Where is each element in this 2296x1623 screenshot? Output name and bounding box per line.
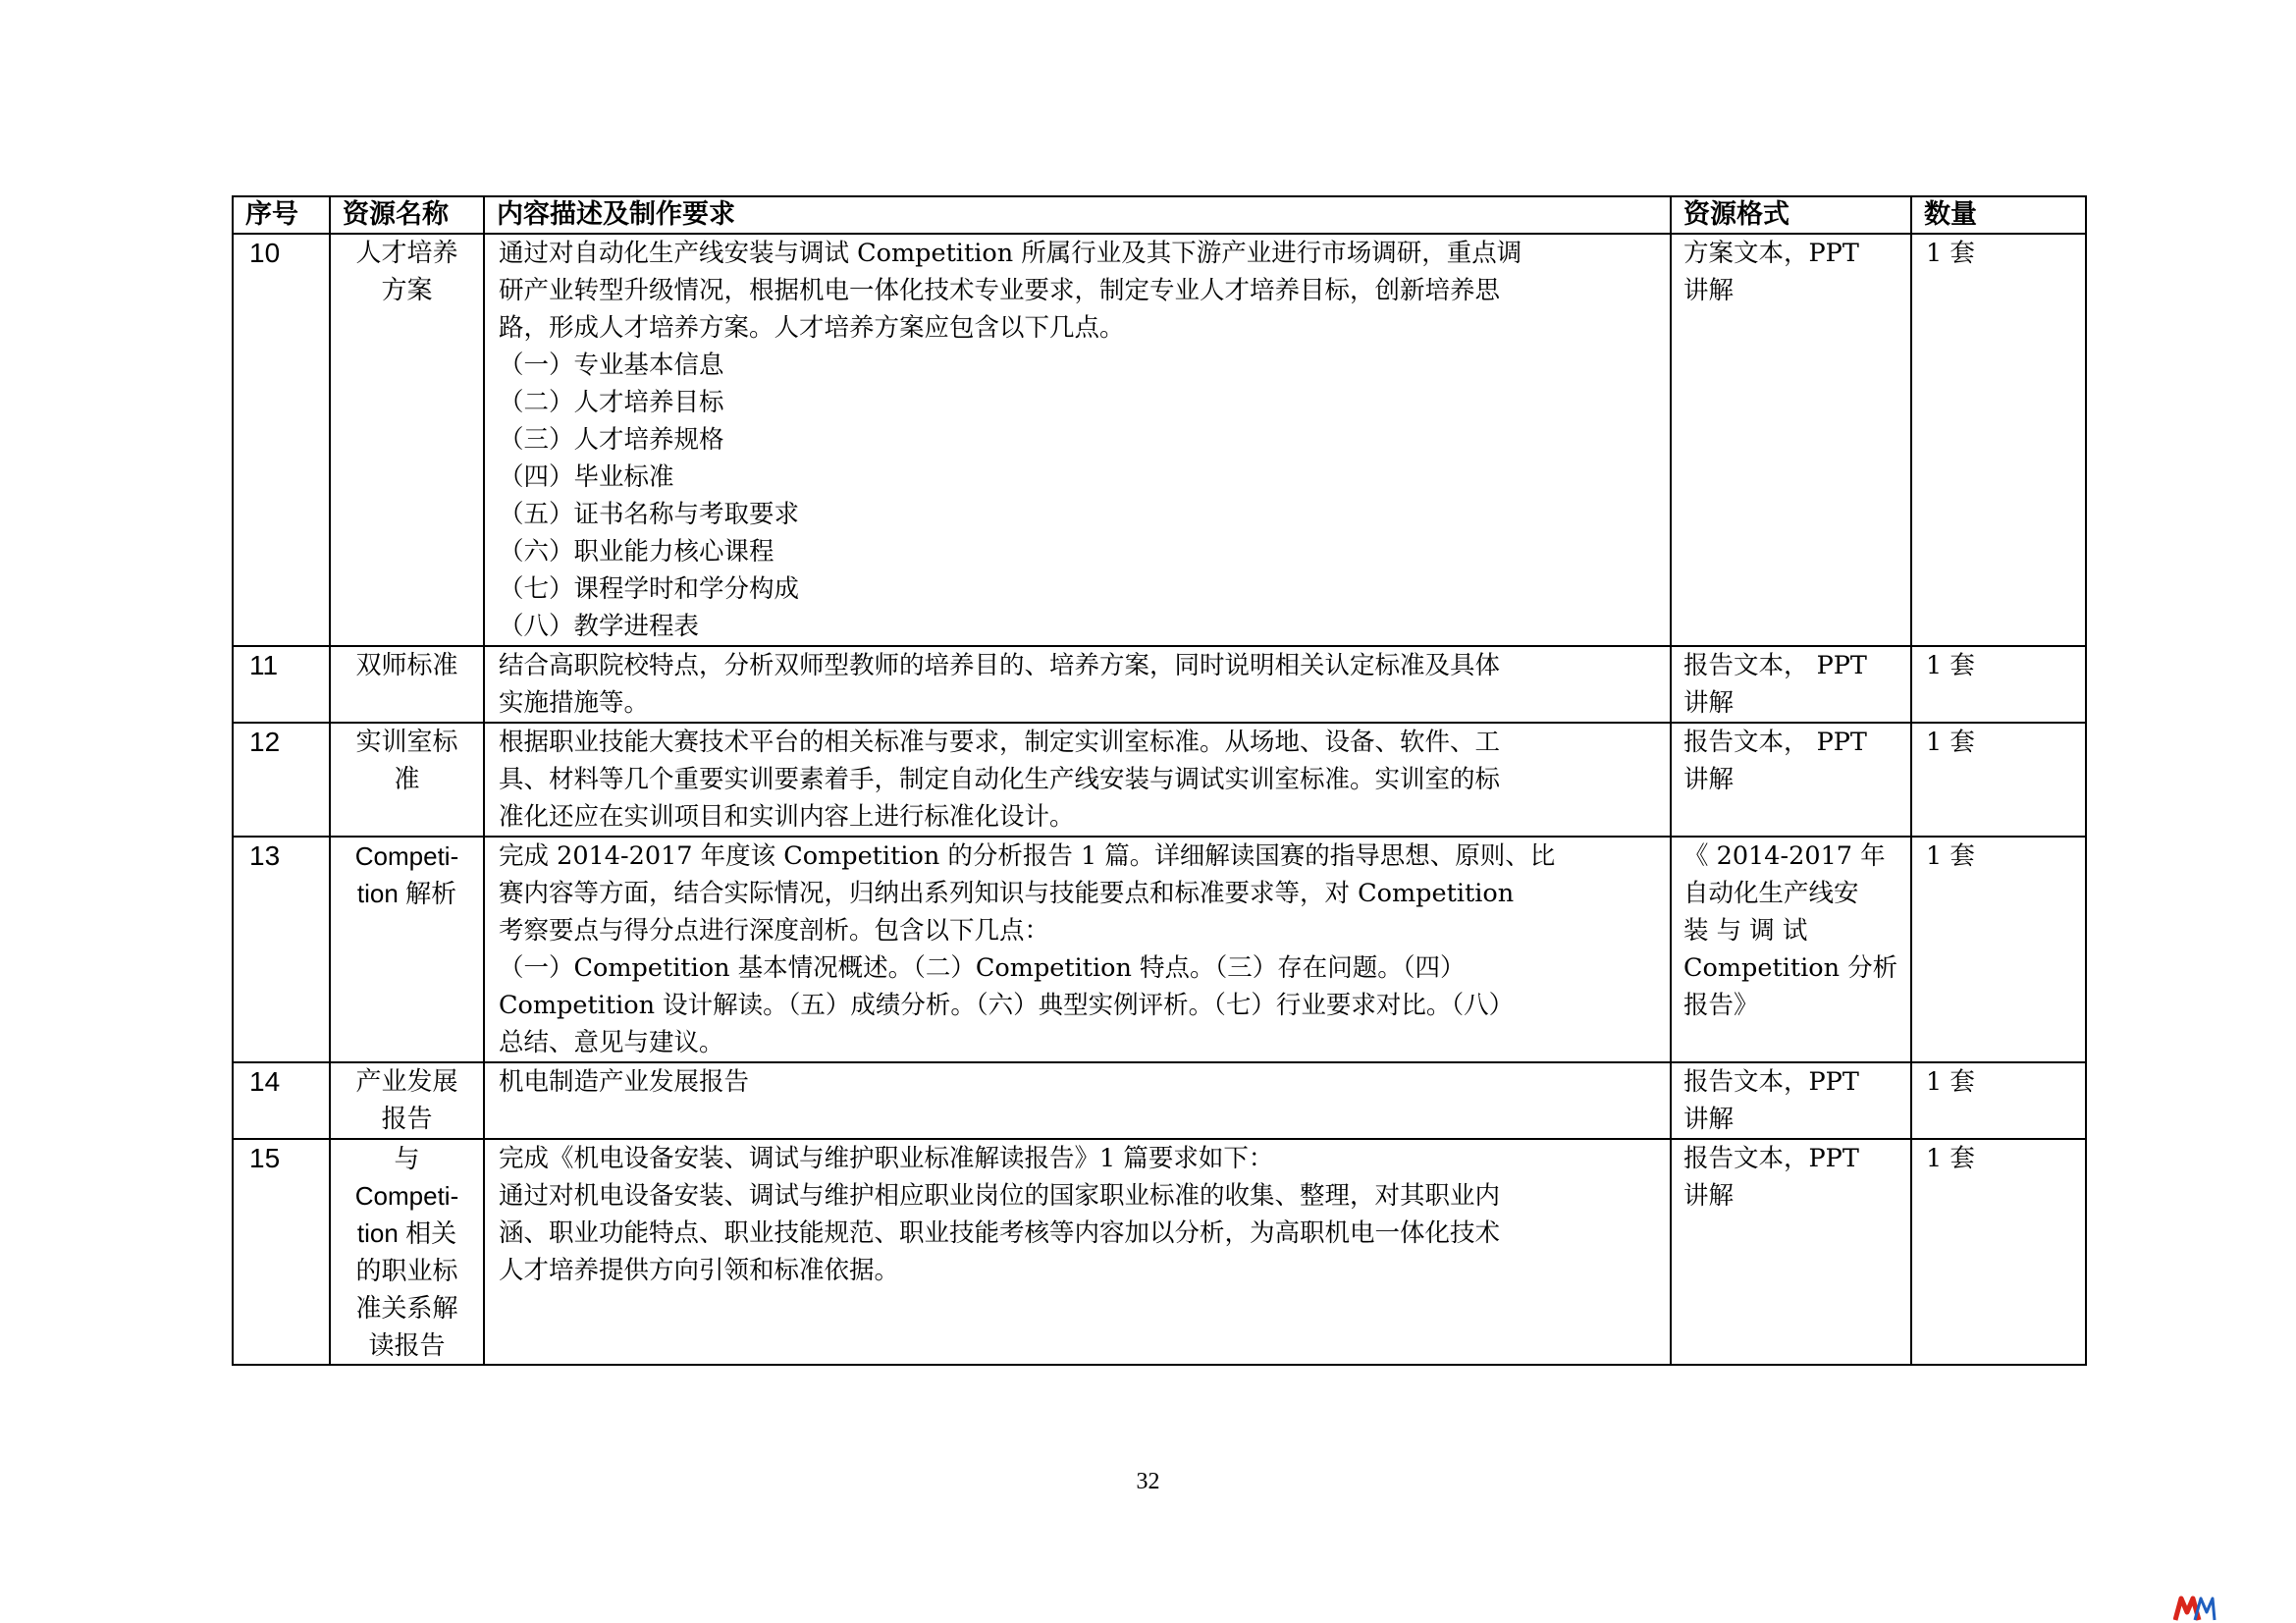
resource-format: [1671, 234, 1911, 646]
header-format: 资源格式: [1671, 196, 1911, 234]
row-number: 12: [233, 723, 330, 837]
desc-line: 路，形成人才培养方案。人才培养方案应包含以下几点。: [499, 313, 1125, 343]
name-line: 双师标准: [355, 651, 458, 680]
format-line: 报告文本，PPT: [1683, 1067, 1859, 1097]
format-line: 讲解: [1683, 688, 1735, 718]
resource-description: [484, 723, 1671, 837]
desc-line: 考察要点与得分点进行深度剖析。包含以下几点：: [499, 916, 1050, 946]
resource-format: [1671, 1062, 1911, 1139]
row-number: 10: [233, 234, 330, 646]
name-line: 实训室标: [355, 728, 458, 757]
resource-description: [484, 1062, 1671, 1139]
name-line: Competi-: [354, 841, 459, 871]
desc-line: 通过对自动化生产线安装与调试 Competition 所属行业及其下游产业进行市场调研，重点调: [499, 239, 1522, 268]
resource-description: [484, 837, 1671, 1062]
desc-line: 准化还应在实训项目和实训内容上进行标准化设计。: [499, 802, 1075, 832]
table-row: [233, 1062, 2086, 1139]
name-line: tion 解析: [356, 879, 457, 908]
desc-line: 赛内容等方面，结合实际情况，归纳出系列知识与技能要点和标准要求等，对 Competition: [499, 879, 1515, 908]
resource-name: [330, 646, 484, 723]
row-number: 11: [233, 646, 330, 723]
desc-line: 具、材料等几个重要实训要素着手，制定自动化生产线安装与调试实训室标准。实训室的标: [499, 765, 1501, 794]
format-line: 报告文本， PPT: [1683, 651, 1867, 680]
resource-quantity: 1 套: [1911, 1062, 2086, 1139]
header-name: 资源名称: [330, 196, 484, 234]
name-line: 准关系解: [355, 1293, 458, 1323]
desc-line: 完成 2014-2017 年度该 Competition 的分析报告 1 篇。详细解读国赛的指导思想、原则、比: [499, 841, 1556, 871]
resource-name: [330, 234, 484, 646]
desc-line: 总结、意见与建议。: [499, 1028, 724, 1057]
desc-line: 完成《机电设备安装、调试与维护职业标准解读报告》1 篇要求如下：: [499, 1144, 1274, 1173]
table-row: [233, 234, 2086, 646]
format-line: 报告文本，PPT: [1683, 1144, 1859, 1173]
name-line: tion 相关: [356, 1218, 457, 1248]
desc-line: 涵、职业功能特点、职业技能规范、职业技能考核等内容加以分析，为高职机电一体化技术: [499, 1218, 1501, 1248]
desc-line: （一）专业基本信息: [499, 351, 724, 380]
desc-line: 机电制造产业发展报告: [499, 1067, 750, 1097]
resource-description: [484, 1139, 1671, 1365]
format-line: 报告》: [1683, 991, 1759, 1020]
table-row: [233, 723, 2086, 837]
name-line: Competi-: [354, 1181, 459, 1211]
resource-name: [330, 1139, 484, 1365]
format-line: 《 2014-2017 年: [1683, 841, 1886, 871]
name-line: 产业发展: [355, 1067, 458, 1097]
format-line: 讲解: [1683, 765, 1735, 794]
header-desc: 内容描述及制作要求: [484, 196, 1671, 234]
desc-line: 通过对机电设备安装、调试与维护相应职业岗位的国家职业标准的收集、整理，对其职业内: [499, 1181, 1501, 1211]
name-line: 方案: [381, 276, 433, 305]
name-line: 人才培养: [355, 239, 458, 268]
desc-line: 实施措施等。: [499, 688, 650, 718]
desc-line: 结合高职院校特点，分析双师型教师的培养目的、培养方案，同时说明相关认定标准及具体: [499, 651, 1501, 680]
format-line: 方案文本，PPT: [1683, 239, 1859, 268]
m-logo-icon: [2173, 1595, 2216, 1622]
name-line: 准: [394, 765, 420, 794]
format-line: 讲解: [1683, 276, 1735, 305]
name-line: 与: [394, 1144, 420, 1173]
desc-line: （三）人才培养规格: [499, 425, 724, 455]
resource-quantity: 1 套: [1911, 234, 2086, 646]
table-row: [233, 1139, 2086, 1365]
page-number: 32: [1136, 1469, 1160, 1494]
resource-quantity: 1 套: [1911, 1139, 2086, 1365]
resource-format: [1671, 1139, 1911, 1365]
desc-line: （二）人才培养目标: [499, 388, 724, 417]
row-number: 13: [233, 837, 330, 1062]
resource-table: [232, 195, 2087, 1366]
desc-line: 根据职业技能大赛技术平台的相关标准与要求，制定实训室标准。从场地、设备、软件、工: [499, 728, 1501, 757]
format-line: 装 与 调 试: [1683, 916, 1808, 946]
resource-quantity: 1 套: [1911, 723, 2086, 837]
resource-format: [1671, 723, 1911, 837]
format-line: 讲解: [1683, 1181, 1735, 1211]
resource-description: [484, 234, 1671, 646]
table-header-row: [233, 196, 2086, 234]
desc-line: （八）教学进程表: [499, 612, 700, 641]
resource-description: [484, 646, 1671, 723]
row-number: 14: [233, 1062, 330, 1139]
format-line: 报告文本， PPT: [1683, 728, 1867, 757]
desc-line: （六）职业能力核心课程: [499, 537, 774, 567]
desc-line: （七）课程学时和学分构成: [499, 574, 800, 604]
resource-name: [330, 1062, 484, 1139]
desc-line: （一）Competition 基本情况概述。（二）Competition 特点。（三）存在问题。（四）: [499, 953, 1466, 983]
resource-name: [330, 837, 484, 1062]
desc-line: 人才培养提供方向引领和标准依据。: [499, 1256, 900, 1285]
header-num: 序号: [233, 196, 330, 234]
format-line: 讲解: [1683, 1105, 1735, 1134]
resource-quantity: 1 套: [1911, 646, 2086, 723]
resource-format: [1671, 646, 1911, 723]
name-line: 报告: [381, 1105, 433, 1134]
row-number: 15: [233, 1139, 330, 1365]
desc-line: （四）毕业标准: [499, 462, 674, 492]
resource-format: [1671, 837, 1911, 1062]
format-line: Competition 分析: [1683, 953, 1898, 983]
desc-line: Competition 设计解读。（五）成绩分析。（六）典型实例评析。（七）行业要求对比。（八）: [499, 991, 1515, 1020]
format-line: 自动化生产线安: [1683, 879, 1859, 908]
desc-line: （五）证书名称与考取要求: [499, 500, 800, 529]
resource-name: [330, 723, 484, 837]
resource-quantity: 1 套: [1911, 837, 2086, 1062]
name-line: 读报告: [368, 1330, 446, 1360]
header-qty: 数量: [1911, 196, 2086, 234]
table-row: [233, 646, 2086, 723]
desc-line: 研产业转型升级情况，根据机电一体化技术专业要求，制定专业人才培养目标，创新培养思: [499, 276, 1501, 305]
name-line: 的职业标: [355, 1256, 458, 1285]
table-row: [233, 837, 2086, 1062]
